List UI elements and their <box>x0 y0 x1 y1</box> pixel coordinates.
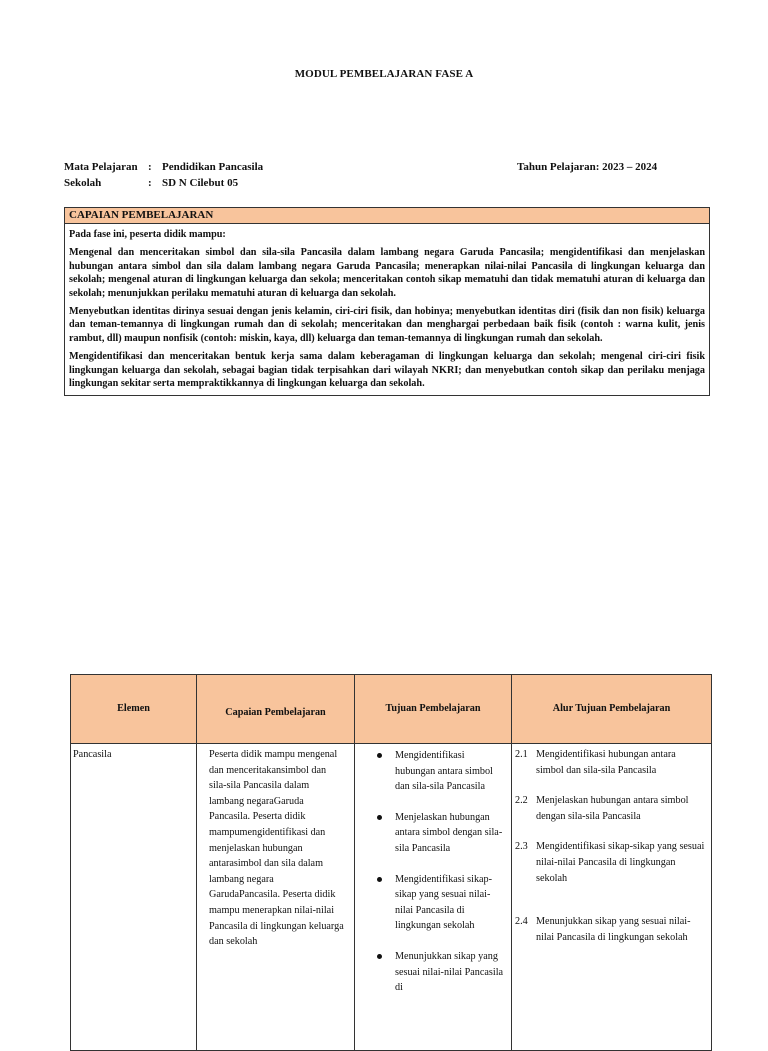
meta-info <box>64 159 263 191</box>
table-header-row <box>71 675 712 744</box>
cell-elemen: Pancasila <box>71 744 197 1051</box>
sekolah-label: Sekolah <box>64 177 102 189</box>
capaian-paragraph: Mengenal dan menceritakan simbol dan sila-sila Pancasila dalam lambang negara Garuda Pancasila; mengidentifikasi dan menjelaskan hubungan antara simbol dan sila dalam lambang negara Garuda Pancasila; menerapkan nilai-nilai Pancasila di lingkungan keluarga dan sekolah; mengenal aturan di lingkungan keluarga dan sekola; menceritakan contoh sikap mematuhi dan tidak mematuhi aturan di keluarga dan sekolah; menunjukkan perilaku mematuhi aturan di keluarga dan sekolah. <box>69 247 705 299</box>
tujuan-list <box>361 748 507 996</box>
tujuan-text: Mengidentifikasi hubungan antara simbol dan sila-sila Pancasila <box>395 750 493 793</box>
alur-text: Menjelaskan hubungan antara simbol dengan sila-sila Pancasila <box>536 795 689 822</box>
alur-number: 2.2 <box>515 795 528 807</box>
capaian-body <box>65 224 709 395</box>
alur-text: Menunjukkan sikap yang sesuai nilai-nilai Pancasila di lingkungan sekolah <box>536 916 691 943</box>
list-item <box>515 793 705 824</box>
sekolah-separator: : <box>148 177 152 189</box>
capaian-box <box>64 207 710 396</box>
tujuan-text: Menjelaskan hubungan antara simbol dengan sila-sila Pancasila <box>395 811 503 854</box>
meta-row-sekolah <box>64 175 263 191</box>
bullet-icon <box>377 954 382 959</box>
bullet-icon <box>377 877 382 882</box>
list-item <box>361 872 507 934</box>
capaian-heading: CAPAIAN PEMBELAJARAN <box>65 208 709 224</box>
header-capaian: Capaian Pembelajaran <box>197 675 355 744</box>
capaian-paragraph: Menyebutkan identitas dirinya sesuai dengan jenis kelamin, ciri-ciri fisik, dan hobinya; menyebutkan identitas diri (fisik dan non fisik) keluarga dan teman-temannya di lingkungan rumah dan di sekolah; menceritakan dan menghargai perbedaan baik fisik (contoh : warna kulit, jenis rambut, dll) maupun nonfisik (contoh: miskin, kaya, dll) keluarga dan teman-temannya di lingkungan rumah dan sekolah. <box>69 306 705 344</box>
cell-alur <box>512 744 712 1051</box>
meta-row-mapel <box>64 159 263 175</box>
cell-tujuan <box>355 744 512 1051</box>
alur-number: 2.1 <box>515 749 528 760</box>
list-item <box>515 747 705 778</box>
mapel-label: Mata Pelajaran <box>64 161 138 173</box>
list-item <box>361 810 507 857</box>
table-row <box>71 744 712 1051</box>
capaian-paragraph: Mengidentifikasi dan menceritakan bentuk kerja sama dalam keberagaman di lingkungan keluarga dan sekolah; mengenal ciri-ciri fisik lingkungan keluarga dan sekolah, sebagai bagian tidak terpisahkan dari wilayah NKRI; dan menyebutkan contoh sikap dan perilaku menjaga lingkungan sekitar serta mempraktikkannya di lingkungan keluarga dan sekolah. <box>69 351 705 390</box>
cell-capaian: Peserta didik mampu mengenal dan menceritakansimbol dan sila-sila Pancasila dalam lambang negaraGaruda Pancasila. Peserta didik mampumengidentifikasi dan menjelaskan hubungan antarasimbol dan sila dalam lambang negara GarudaPancasila. Peserta didik mampu menerapkan nilai-nilai Pancasila di lingkungan keluarga dan sekolah <box>197 744 355 1051</box>
tujuan-text: Mengidentifikasi sikap-sikap yang sesuai nilai-nilai Pancasila di lingkungan sekolah <box>395 873 493 932</box>
alur-number: 2.4 <box>515 916 528 928</box>
alur-text: Mengidentifikasi hubungan antara simbol dan sila-sila Pancasila <box>536 749 676 776</box>
list-item <box>515 839 705 886</box>
bullet-icon <box>377 753 382 758</box>
sekolah-value: SD N Cilebut 05 <box>162 177 239 189</box>
header-alur: Alur Tujuan Pembelajaran <box>512 675 712 744</box>
capaian-intro: Pada fase ini, peserta didik mampu: <box>69 229 226 240</box>
alur-text: Mengidentifikasi sikap-sikap yang sesuai nilai-nilai Pancasila di lingkungan sekolah <box>536 841 705 884</box>
mapel-value: Pendidikan Pancasila <box>162 161 264 173</box>
tujuan-text: Menunjukkan sikap yang sesuai nilai-nilai Pancasila di <box>395 950 504 994</box>
list-item <box>361 949 507 996</box>
list-item <box>515 914 705 945</box>
bullet-icon <box>377 815 382 820</box>
list-item <box>361 748 507 795</box>
alur-number: 2.3 <box>515 841 528 853</box>
learning-table <box>70 674 712 1051</box>
header-elemen: Elemen <box>71 675 197 744</box>
mapel-separator: : <box>148 161 152 173</box>
tahun-pelajaran: Tahun Pelajaran: 2023 – 2024 <box>517 161 658 173</box>
document-title: MODUL PEMBELAJARAN FASE A <box>294 68 474 80</box>
header-tujuan: Tujuan Pembelajaran <box>355 675 512 744</box>
